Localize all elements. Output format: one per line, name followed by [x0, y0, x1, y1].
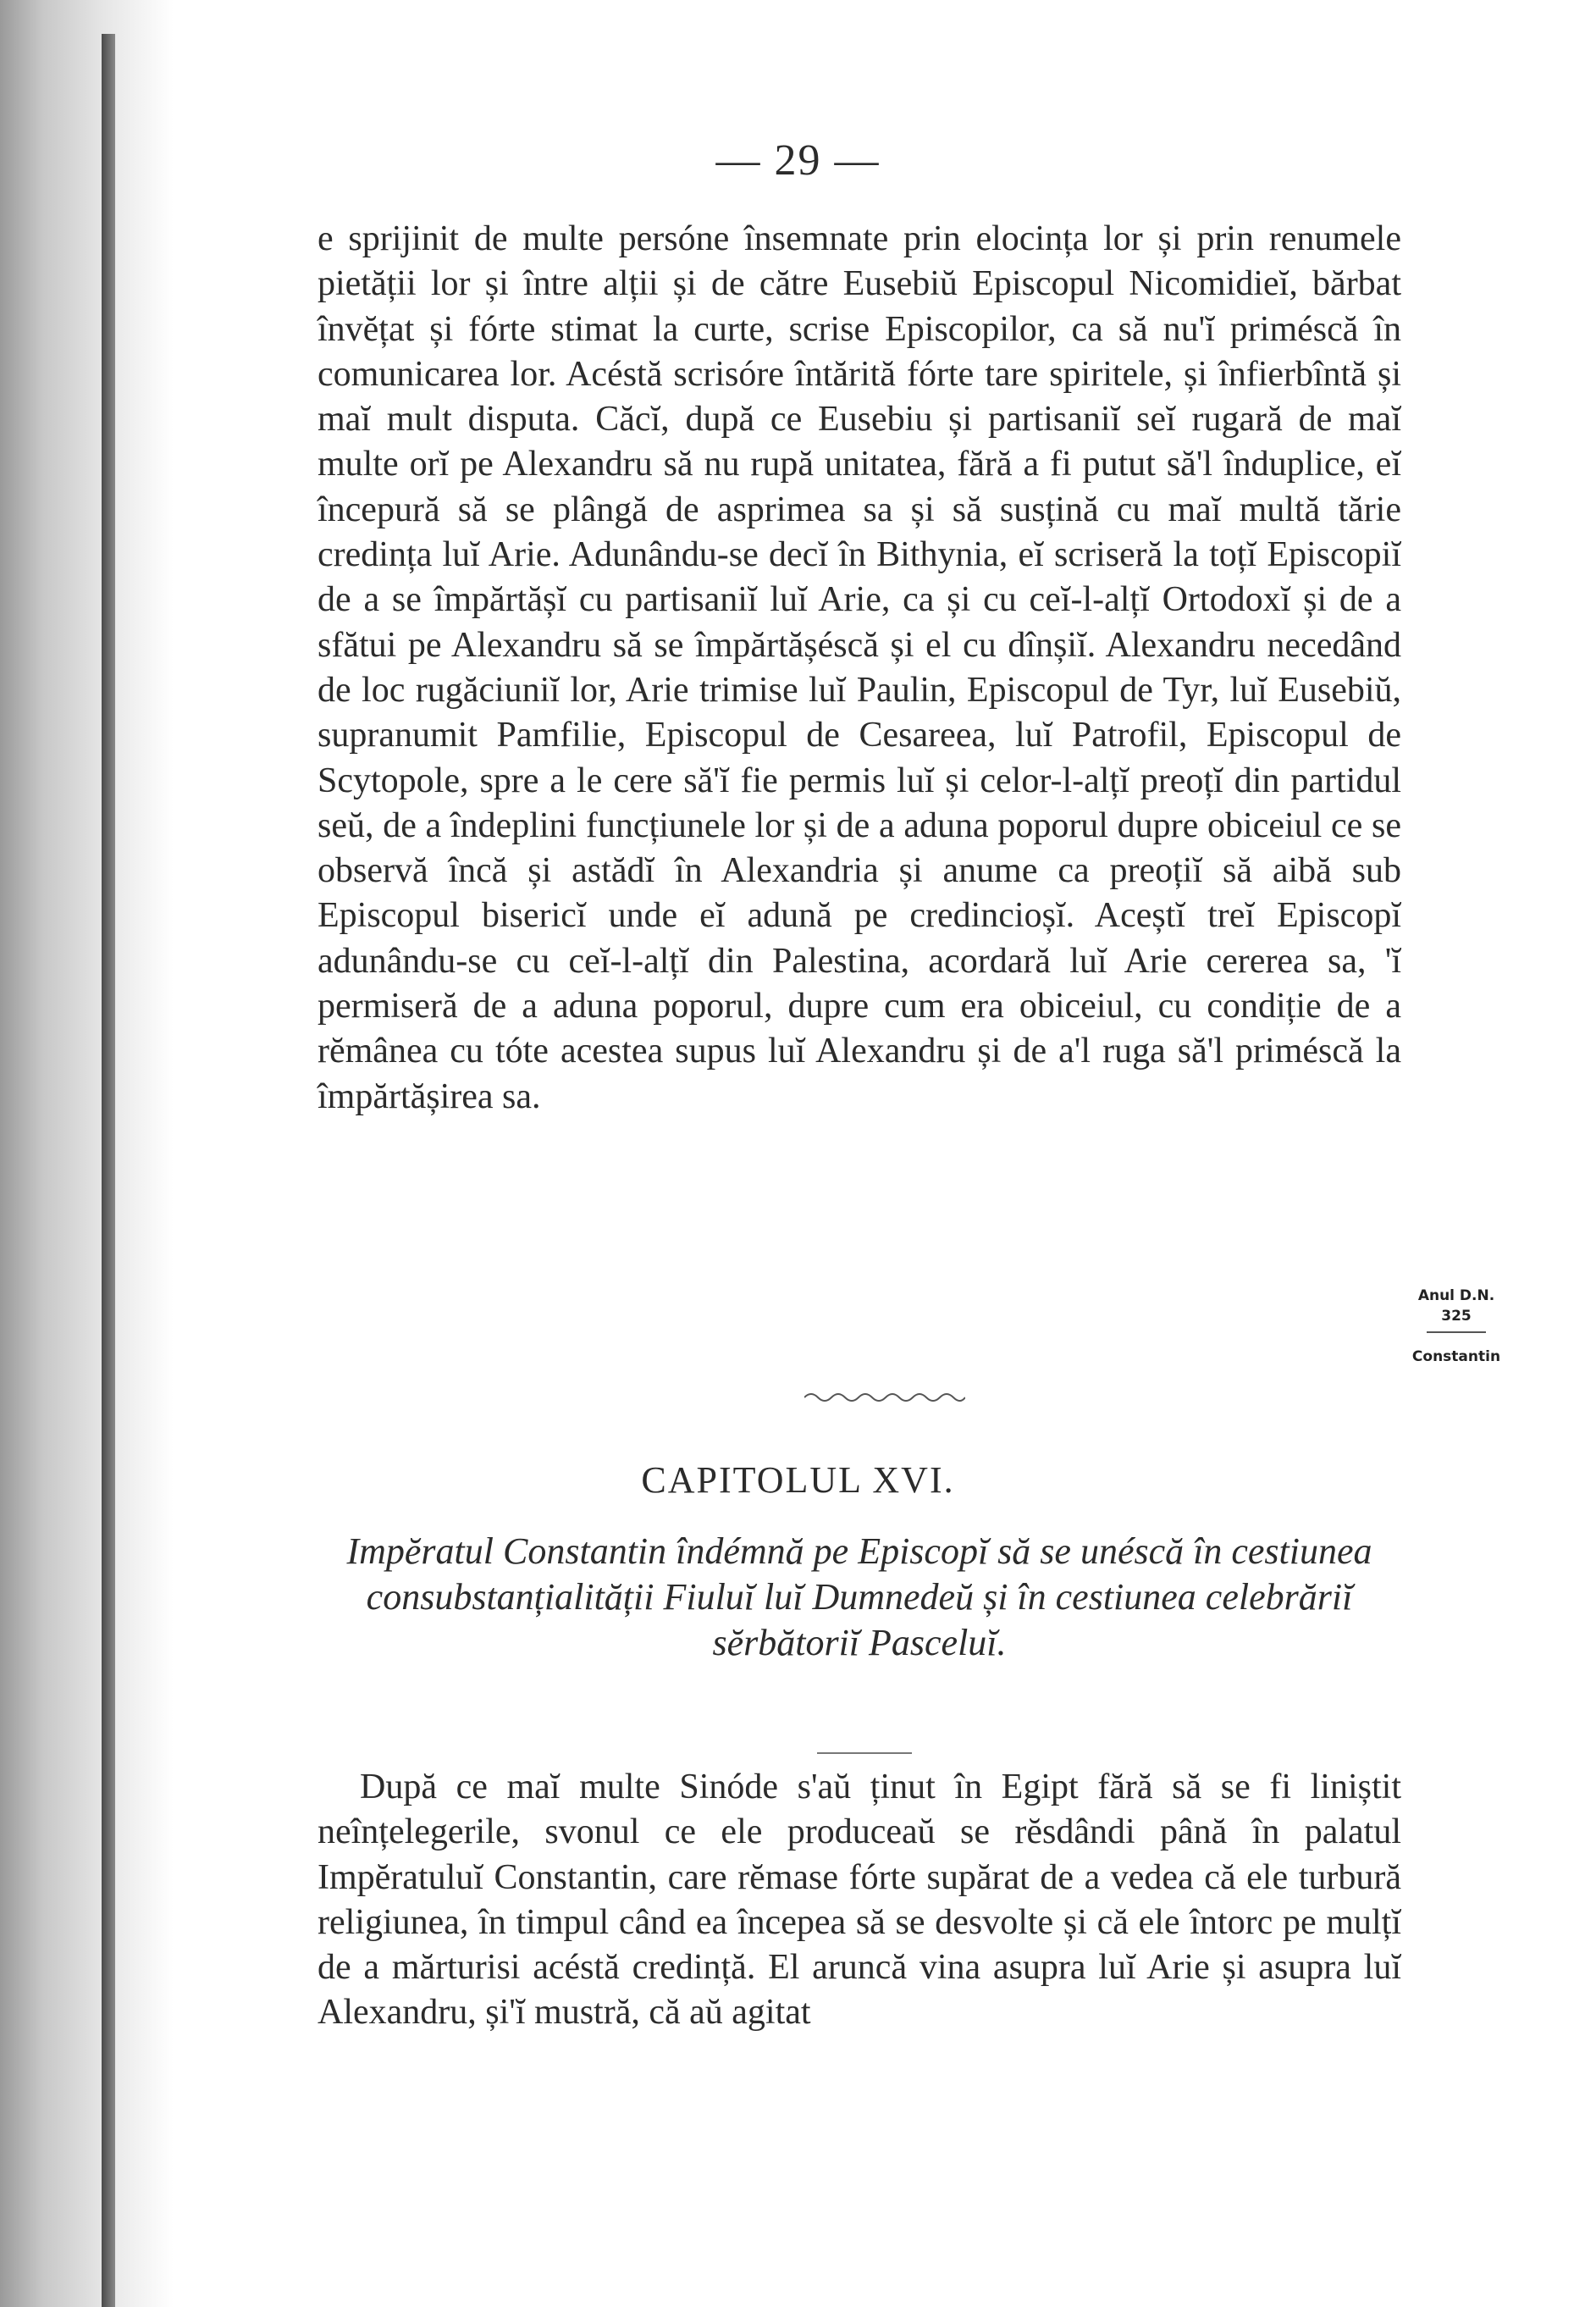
section-divider-ornament [804, 1389, 965, 1406]
margin-note-emperor: Constantin [1411, 1348, 1501, 1365]
binding-gutter-shadow [0, 0, 174, 2307]
paragraph-1-text: e sprijinit de multe persóne însemnate prin elocința lor și prin renumele pietății lor și între alții și de către Eusebiŭ Episcopul Nicomidieĭ, bărbat învĕțat și fórte stimat la curte, scrise Episcopilor, ca să nu'ĭ priméscă în comunicarea lor. Acéstă scrisóre întărită fórte tare spiritele, și înfierbîntă și maĭ mult disputa. Căcĭ, după ce Eusebiu și partisaniĭ seĭ rugară de maĭ multe orĭ pe Alexandru să nu rupă unitatea, fără a fi putut să'l înduplice, eĭ începură să se plângă de asprimea sa și să susțină cu maĭ multă tărie credința luĭ Arie. Adunându-se decĭ în Bithynia, eĭ scriseră la toțĭ Episcopiĭ de a se împărtășĭ cu partisaniĭ luĭ Arie, ca și cu ceĭ-l-alțĭ Ortodoxĭ și de a sfătui pe Alexandru să se împărtășéscă și el cu dînșiĭ. Alexandru necedând de loc rugăciuniĭ lor, Arie trimise luĭ Paulin, Episcopul de Tyr, luĭ Eusebiŭ, supranumit Pamfilie, Episcopul de Cesareea, luĭ Patrofil, Episcopul de Scytopole, spre a le cere să'ĭ fie permis luĭ și celor-l-alțĭ preoțĭ din partidul seŭ, de a îndeplini funcțiunele lor și de a aduna poporul dupre obiceiul ce se observă încă și astădĭ în Alexandria și anume ca preoțiĭ să aibă sub Episcopul bisericĭ unde eĭ adună pe credincioșĭ. Aceștĭ treĭ Episcopĭ adunându-se cu ceĭ-l-alțĭ din Palestina, acordară luĭ Arie cererea sa, 'ĭ permiseră de a aduna poporul, dupre cum era obiceiul, cu condiție de a rĕmânea cu tóte acestea supus luĭ Alexandru și de a'l ruga să'l priméscă la împărtășirea sa. [318, 219, 1401, 1116]
title-underline-rule [817, 1752, 912, 1754]
margin-note-year-label: Anul D.N. [1417, 1287, 1495, 1304]
binding-edge [102, 34, 115, 2307]
margin-note [1405, 1287, 1507, 1365]
chapter-heading: CAPITOLUL XVI. [641, 1459, 955, 1501]
chapter-title: Impĕratul Constantin îndémnă pe Episcopĭ să se unéscă în cestiunea consubstanțialității Fiuluĭ luĭ Dumnedeŭ și în cestiunea celebrăriĭ sĕrbătoriĭ Pasceluĭ. [346, 1530, 1372, 1663]
body-paragraph-2 [318, 1765, 1401, 2036]
page-number: — 29 — [715, 136, 881, 185]
body-paragraph-1 [318, 217, 1401, 1120]
margin-note-rule [1427, 1331, 1486, 1333]
paragraph-2-text: După ce maĭ multe Sinóde s'aŭ ținut în Egipt fără să se fi liniștit neînțelegerile, svonul ce ele produceaŭ se rĕsdândi până în palatul Impĕratuluĭ Constantin, care rĕmase fórte supărat de a vedea că ele turbură religiunea, în timpul când ea începea să se desvolte și că ele întorc pe mulțĭ de a mărturisi acéstă credință. El aruncă vina asupra luĭ Arie și asupra luĭ Alexandru, și'ĭ mustră, că aŭ agitat [318, 1768, 1401, 2033]
margin-note-year: 325 [1441, 1308, 1472, 1325]
